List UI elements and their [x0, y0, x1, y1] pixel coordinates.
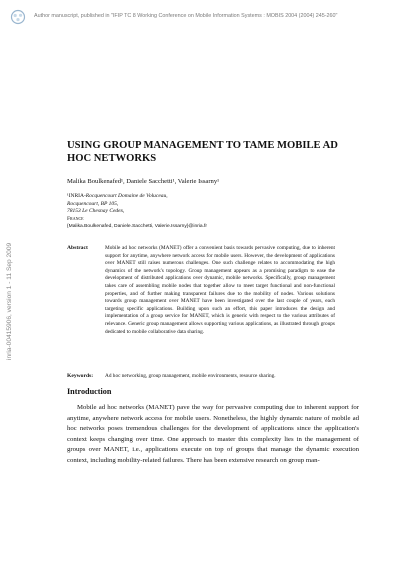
- affiliation-line-2: Rocquencourt, BP 105,: [67, 200, 119, 207]
- affiliation-org-caps: INRIA: [68, 193, 84, 199]
- hal-id-stamp: inria-00415906, version 1 - 11 Sep 2009: [6, 242, 13, 360]
- affiliation-line-1: ¹INRIA-Rocquencourt Domaine de Voluceau,: [67, 193, 168, 199]
- introduction-text: Mobile ad hoc networks (MANET) pave the way for pervasive computing due to inherent support for anytime, anywhere network access for mobile users. Nonetheless, the highly dynamic nature of mobile ad hoc networks poses tremendous challenges for the development of applications since the application's context keeps changing over time. One approach to master this complexity lies in the management of groups over MANET, i.e., applications execute on top of groups that manage the dynamic execution context, including mobility-related failures. There has been extensive research on group man-: [67, 404, 359, 464]
- abstract-label: Abstract: [67, 245, 88, 251]
- manuscript-banner: Author manuscript, published in "IFIP TC 8 Working Conference on Mobile Information Systems : MOBIS 2004 (2004) 245-260": [34, 13, 338, 19]
- author-emails: {Malika.Boulkenafed, Daniele.Sacchetti, Valerie.Issarny}@inria.fr: [67, 224, 207, 229]
- section-heading-introduction: Introduction: [67, 387, 112, 396]
- paper-title: USING GROUP MANAGEMENT TO TAME MOBILE AD HOC NETWORKS: [67, 140, 338, 164]
- abstract-text: Mobile ad hoc networks (MANET) offer a convenient basis towards pervasive computing, due to inherent support for anytime, anywhere network access for mobile users. However, the development of applications over MANET still raises numerous challenges. One such challenge relates to accommodating the high dynamics of the network's topology. Group management appears as a promising paradigm to ease the development of distributed applications over dynamic, mobile networks. Specifically, group management takes care of assembling mobile nodes that together allow to meet target functional and non-functional properties, and of further making transparent failures due to the mobility of nodes. Various solutions towards group management over MANET have been investigated over the last couple of years, each targeting specific applications. Building upon such an effort, this paper introduces the design and implementation of a group service for MANET, which is generic with respect to the various attributes of relevance. Generic group management allows supporting various applications, as illustrated through groups dedicated to mobile collaborative data sharing.: [105, 245, 335, 335]
- affiliation-country: France: [67, 215, 84, 222]
- affiliation-block: [67, 193, 357, 231]
- keywords-text: Ad hoc networking, group management, mobile environments, resource sharing.: [105, 373, 276, 379]
- hal-logo-icon: [10, 9, 26, 25]
- author-list: Malika Boulkenafed¹, Daniele Sacchetti¹, Valerie Issarny¹: [67, 178, 220, 185]
- affiliation-org-rest: -Rocquencourt Domaine de Voluceau,: [83, 193, 168, 199]
- keywords-label: Keywords:: [67, 373, 94, 379]
- affiliation-line-3: 78153 Le Chesnay Cedex,: [67, 208, 125, 214]
